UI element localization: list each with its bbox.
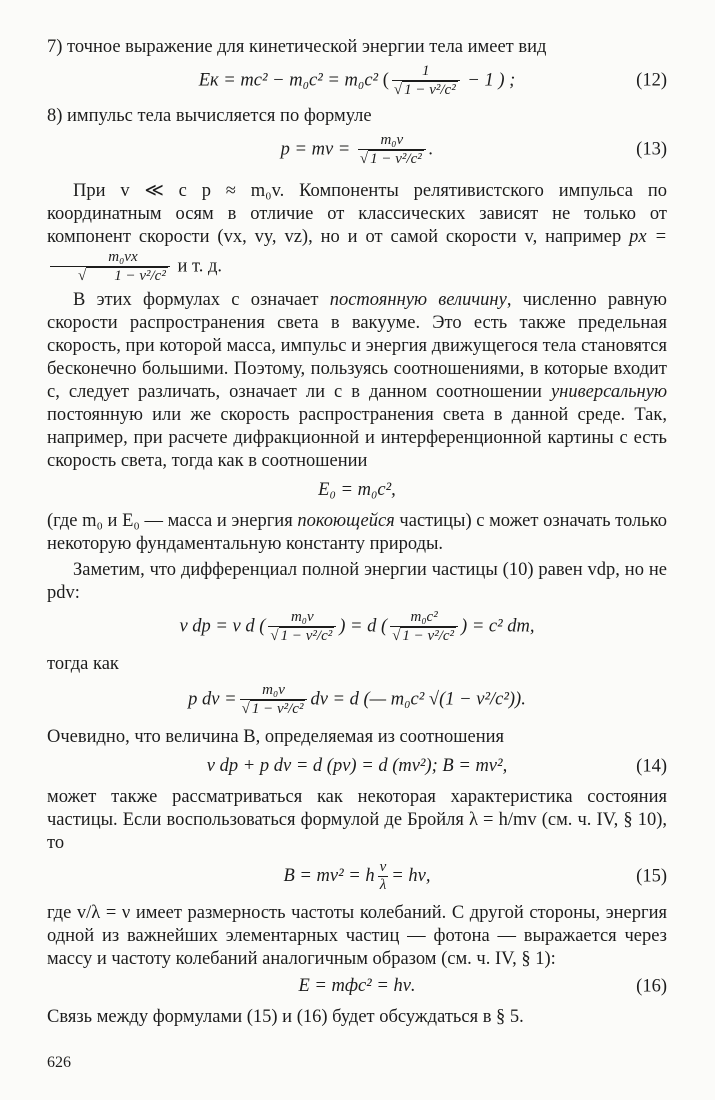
paragraph-2-emphasis-2: универсальную xyxy=(550,382,667,402)
paragraph-3-emphasis: покоющейся xyxy=(297,511,395,531)
pdv-fraction xyxy=(240,682,308,718)
eq13-lhs: p = mv = xyxy=(280,139,351,160)
paragraph-2-a: В этих формулах c означает xyxy=(73,290,330,310)
equation-vdp xyxy=(47,609,667,645)
equation-e0: E₀ = m₀c², xyxy=(318,480,396,500)
eq13-fraction xyxy=(358,132,426,168)
pdv-den: √ 1 − v²/c² xyxy=(241,701,304,717)
vdp-fraction-2 xyxy=(390,609,458,645)
eq15-den: λ xyxy=(379,877,387,893)
pdv-num: m₀v xyxy=(240,682,308,700)
eq12-number: (12) xyxy=(636,70,667,91)
paragraph-2-c: постоянную или же скорость распространения света в данной среде. Так, например, при расчете дифракционной и интерференционной картины c есть скорость света, тогда как в соотношении xyxy=(47,405,667,471)
paragraph-2-b: , численно равную скорости распространения света в вакууме. Это есть также предельная скорость, при которой масса, импульс и энергия движущегося тела становятся бесконечно большими. Поэтому, пользуясь соотношениями, в которые входит c, следует различать, означает ли c в данном соотношении xyxy=(47,290,667,402)
item-7: 7) точное выражение для кинетической энергии тела имеет вид xyxy=(47,37,547,57)
eq14-text: v dp + p dv = d (pv) = d (mv²); B = mv², xyxy=(206,756,508,776)
eq15-fraction xyxy=(378,859,389,894)
equation-pdv xyxy=(47,682,667,718)
paragraph-2 xyxy=(47,289,667,473)
equation-13 xyxy=(47,132,667,168)
vdp-fraction-1 xyxy=(268,609,336,645)
eq12-lhs: Eк = mc² − m₀c² = m₀c² xyxy=(198,70,379,91)
px-num: m₀vx xyxy=(50,249,170,267)
eq13-tail: . xyxy=(428,139,434,160)
item-8: 8) импульс тела вычисляется по формуле xyxy=(47,106,372,126)
page xyxy=(47,36,667,1074)
paragraph-6: может также рассматриваться как некоторая характеристика состояния частицы. Если воспользоваться формулой де Бройля λ = h/mv (см. ч. IV, § 10), то xyxy=(47,787,667,853)
eq16-number: (16) xyxy=(636,976,667,996)
vdp-f1-num: m₀v xyxy=(268,609,336,627)
pdv-lhs: p dv = xyxy=(188,689,237,710)
eq13-num: m₀v xyxy=(358,132,426,150)
eq12-tail: − 1 ) ; xyxy=(467,70,516,91)
eq16-text: E = mфc² = hν. xyxy=(298,976,416,996)
vdp-f1-den: √ 1 − v²/c² xyxy=(270,628,333,644)
eq15-lhs: B = mv² = h xyxy=(283,865,375,886)
px-lhs: px = xyxy=(629,227,667,247)
tak-kak: тогда как xyxy=(47,654,119,674)
eq15-num: v xyxy=(379,859,387,875)
eq12-den: √ 1 − v²/c² xyxy=(393,82,456,98)
paragraph-5: Очевидно, что величина B, определяемая из соотношения xyxy=(47,727,505,747)
paragraph-3-a: (где m₀ и E₀ — масса и энергия xyxy=(47,511,298,531)
vdp-mid: ) = d ( xyxy=(339,616,388,637)
eq13-number: (13) xyxy=(636,139,667,160)
paragraph-1 xyxy=(47,180,667,285)
paragraph-7: где v/λ = ν имеет размерность частоты колебаний. С другой стороны, энергия одной из важнейших элементарных частиц — фотона — выражается через массу и частоту колебаний аналогичным образом (см. ч. IV, § 1): xyxy=(47,903,667,969)
px-fraction xyxy=(50,249,170,285)
paragraph-2-emphasis-1: постоянную величину xyxy=(329,290,507,310)
eq12-num: 1 xyxy=(392,63,460,81)
eq12-fraction xyxy=(392,63,460,99)
paragraph-3-b: частицы) c может означать только некоторую фундаментальную константу природы. xyxy=(47,511,667,554)
pdv-tail: dv = d (— m₀c² √(1 − v²/c²)). xyxy=(310,689,526,710)
paragraph-4: Заметим, что дифференциал полной энергии частицы (10) равен vdp, но не pdv: xyxy=(47,560,667,603)
paragraph-8: Связь между формулами (15) и (16) будет обсуждаться в § 5. xyxy=(47,1007,524,1027)
vdp-tail: ) = c² dm, xyxy=(461,616,535,637)
page-number: 626 xyxy=(47,1054,71,1071)
eq15-tail: = hν, xyxy=(391,865,431,886)
equation-16 xyxy=(47,975,667,998)
equation-14 xyxy=(47,755,667,778)
px-den: √ 1 − v²/c² xyxy=(78,268,166,284)
eq15-number: (15) xyxy=(636,866,667,886)
equation-15 xyxy=(47,859,667,894)
eq14-number: (14) xyxy=(636,756,667,776)
equation-12: Eк = mc² − m₀c² = m₀c² ( $\frac{1}{\text{√ 1 − v²/c²}}$ − 1 ) ; (12) xyxy=(198,63,667,98)
paragraph-1-text: При v ≪ c p ≈ m₀v. Компоненты релятивистского импульса по координатным осям в отличие от классических зависят не только от компонент скорости (vx, vy, vz), но и от самой скорости v, например xyxy=(47,181,667,247)
eq13-den: √ 1 − v²/c² xyxy=(359,151,422,167)
paragraph-3 xyxy=(47,510,667,556)
vdp-f2-num: m₀c² xyxy=(390,609,458,627)
vdp-lhs: v dp = v d ( xyxy=(179,616,266,637)
px-tail: и т. д. xyxy=(177,256,222,277)
vdp-f2-den: √ 1 − v²/c² xyxy=(392,628,455,644)
